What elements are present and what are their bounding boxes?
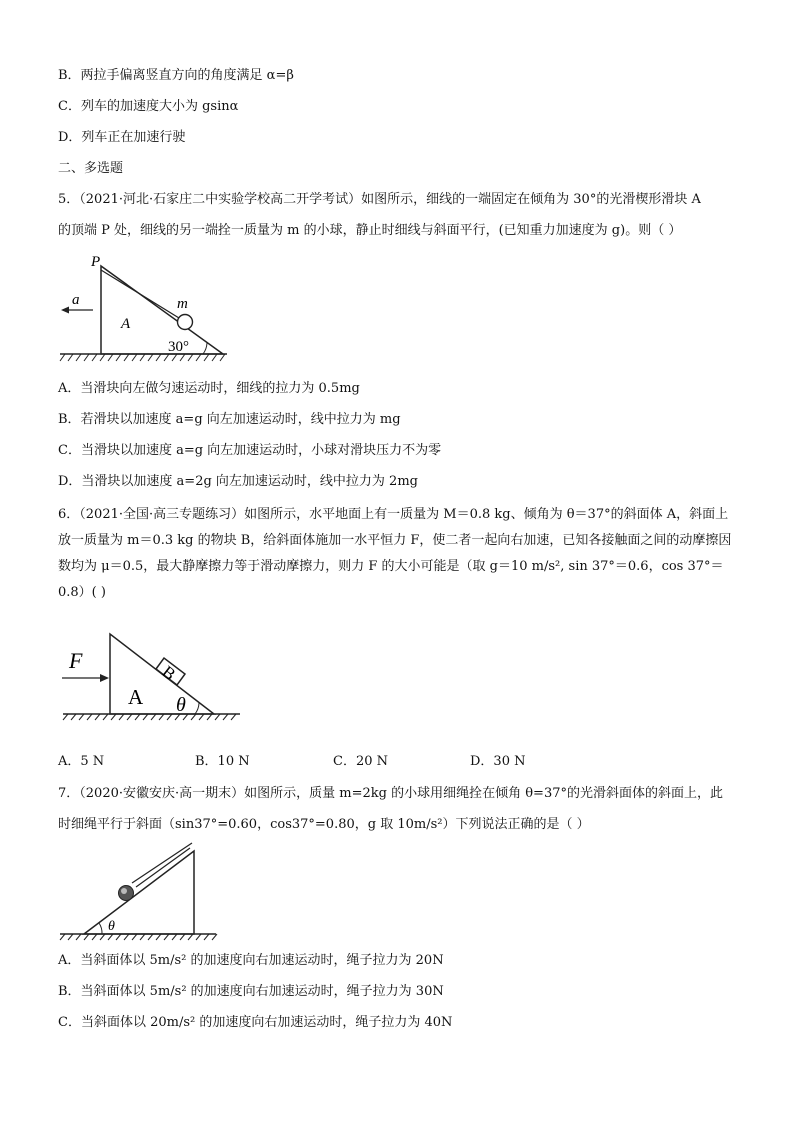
- force-arrow-head: [100, 674, 109, 682]
- label-wedge-a: A: [121, 316, 131, 332]
- angle-arc: [99, 923, 102, 934]
- q5-stem-text-1: 如图所示，细线的一端固定在倾角为 30°的光滑楔形滑块 A: [361, 192, 701, 207]
- q5-option-b: B．若滑块以加速度 a=g 向左加速运动时，线中拉力为 mg: [58, 412, 401, 427]
- angle-arc: [195, 703, 199, 714]
- q5-number: 5．: [58, 192, 80, 207]
- label-m: m: [177, 296, 188, 312]
- q6-number: 6．: [58, 507, 80, 522]
- q7-option-b: B．当斜面体以 5m/s² 的加速度向右加速运动时，绳子拉力为 30N: [58, 984, 444, 999]
- ball: [178, 315, 193, 330]
- ground-hatch: [60, 354, 227, 361]
- ball-highlight: [121, 888, 127, 894]
- label-theta: θ: [108, 919, 115, 934]
- label-p: P: [91, 254, 101, 270]
- ground-hatch: [60, 934, 217, 940]
- q6-source: （2021·全国·高三专题练习）: [79, 507, 245, 522]
- q7-figure: [58, 843, 223, 943]
- accel-arrow-head: [61, 307, 69, 314]
- q7-stem-line2: 时细绳平行于斜面（sin37°=0.60，cos37°=0.80，g 取 10m/s²）下列说法正确的是（ ）: [58, 817, 590, 832]
- q5-option-c: C．当滑块以加速度 a=g 向左加速运动时，小球对滑块压力不为零: [58, 443, 442, 458]
- q6-option-c: C．20 N: [333, 754, 388, 769]
- label-f: F: [69, 648, 83, 673]
- q5-figure: [55, 248, 235, 366]
- label-block-b: B: [158, 662, 180, 684]
- label-angle-30: 30°: [168, 339, 189, 355]
- q4-option-b: B．两拉手偏离竖直方向的角度满足 α=β: [58, 68, 294, 83]
- q7-number: 7．: [58, 786, 80, 801]
- q5-option-a: A．当滑块向左做匀速运动时，细线的拉力为 0.5mg: [58, 381, 360, 396]
- q7-source: （2020·安徽安庆·高一期末）: [79, 786, 245, 801]
- q5-stem-line1: [58, 190, 701, 210]
- string: [136, 848, 190, 887]
- incline-body: [84, 851, 194, 934]
- q5-source: （2021·河北·石家庄二中实验学校高二开学考试）: [79, 192, 362, 207]
- label-incline-a: A: [128, 685, 144, 709]
- q6-stem: [58, 502, 738, 606]
- q7-stem-line1: [58, 784, 723, 804]
- q7-option-a: A．当斜面体以 5m/s² 的加速度向右加速运动时，绳子拉力为 20N: [58, 953, 444, 968]
- string: [101, 270, 179, 318]
- q4-option-d: D．列车正在加速行驶: [58, 130, 186, 145]
- ground-hatch: [63, 714, 240, 720]
- q7-option-c: C．当斜面体以 20m/s² 的加速度向右加速运动时，绳子拉力为 40N: [58, 1015, 453, 1030]
- wedge-a: [101, 266, 223, 354]
- label-a: a: [72, 292, 80, 308]
- string-back: [132, 843, 192, 883]
- label-theta: θ: [176, 694, 186, 716]
- q6-stem-text: 如图所示，水平地面上有一质量为 M＝0.8 kg、倾角为 θ＝37°的斜面体 A，斜面上放一质量为 m＝0.3 kg 的物块 B，给斜面体施加一水平恒力 F，使二者一起向右加速，已知各接触面之间的动摩擦因数均为 μ＝0.5，最大静摩擦力等于滑动摩擦力，则力 F 的大小可能是（取 g＝10 m/s², sin 37°＝0.6，cos 37°＝0.8）( ): [58, 507, 732, 600]
- q6-option-a: A．5 N: [58, 754, 105, 769]
- q6-option-d: D．30 N: [470, 754, 526, 769]
- angle-arc: [203, 343, 207, 354]
- q5-option-d: D．当滑块以加速度 a=2g 向左加速运动时，线中拉力为 2mg: [58, 474, 418, 489]
- section-title: 二、多选题: [58, 161, 124, 176]
- q6-figure: [58, 632, 248, 722]
- q5-stem-line2: 的顶端 P 处，细线的另一端拴一质量为 m 的小球，静止时细线与斜面平行，(已知重力加速度为 g)。则（ ）: [58, 223, 682, 238]
- q6-option-b: B．10 N: [195, 754, 250, 769]
- q4-option-c: C．列车的加速度大小为 gsinα: [58, 99, 239, 114]
- q7-stem-text-1: 如图所示，质量 m=2kg 的小球用细绳拴在倾角 θ=37°的光滑斜面体的斜面上，此: [244, 786, 723, 801]
